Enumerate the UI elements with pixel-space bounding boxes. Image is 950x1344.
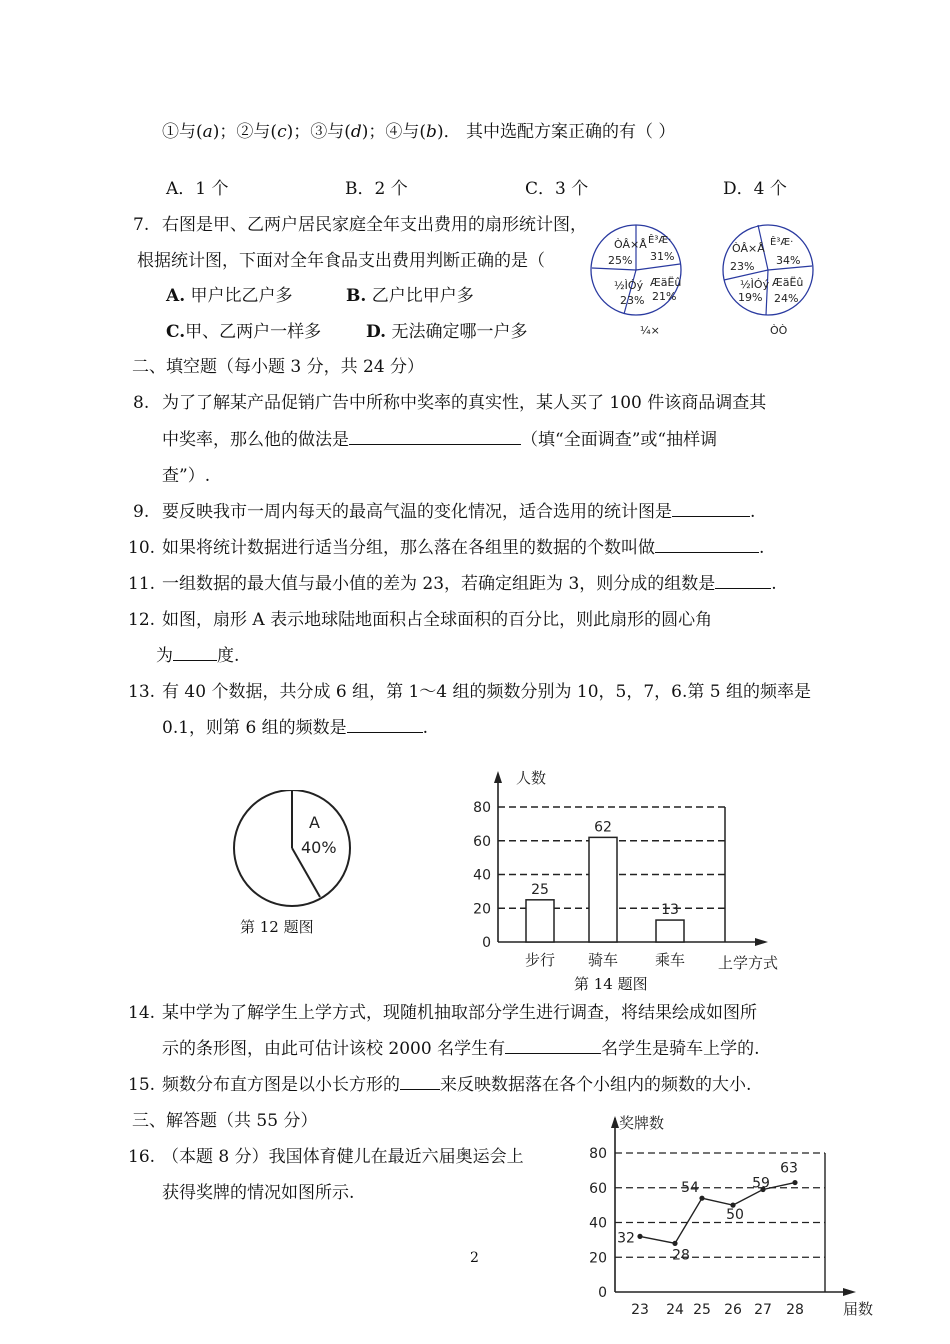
fig12-caption: 第 12 题图 [240, 918, 314, 936]
q14-number: 14. [128, 1003, 156, 1023]
pie-jia-pct-other: 21% [652, 290, 677, 303]
q10-answer-blank[interactable] [655, 536, 759, 553]
pie-jia-pct-clothes: 25% [608, 254, 633, 267]
pie-jia-pct-edu: 23% [620, 294, 645, 307]
pie-yi [723, 225, 813, 337]
bar-x-arrow [755, 938, 768, 946]
bar-y-arrow [494, 771, 502, 783]
bar-rect [526, 900, 554, 942]
line-value-label: 54 [681, 1180, 699, 1197]
q16-line-chart [575, 1108, 895, 1340]
bar-ylabel: 人数 [516, 769, 547, 787]
line-value-label: 63 [780, 1160, 798, 1177]
q8-line1: 为了了解某产品促销广告中所称中奖率的真实性，某人买了 100 件该商品调查其 [162, 393, 767, 413]
q12-line1: 如图，扇形 A 表示地球陆地面积占全球面积的百分比，则此扇形的圆心角 [162, 610, 713, 630]
pie-yi-label-edu: ½ÌÓý [740, 278, 770, 291]
line-ytick-label: 60 [589, 1180, 607, 1197]
pie-jia [591, 225, 681, 337]
q11-number: 11. [128, 574, 156, 594]
bar-category-label: 步行 [524, 951, 556, 969]
pie-yi-label-clothes: ÒÂ×Å [732, 242, 765, 255]
pie-jia-caption: ¼× [640, 324, 660, 337]
q8-line3: 查”）. [162, 466, 211, 486]
q14-line1: 某中学为了解学生上学方式，现随机抽取部分学生进行调查，将结果绘成如图所 [162, 1003, 757, 1023]
line-point [699, 1196, 704, 1201]
pie-yi-pct-clothes: 23% [730, 260, 755, 273]
bar-ytick-label: 0 [482, 935, 491, 951]
q7-option-b: B. 乙户比甲户多 [346, 286, 474, 306]
q14-line2: 示的条形图，由此可估计该校 2000 名学生有 名学生是骑车上学的. [162, 1039, 760, 1059]
q9-number: 9. [133, 502, 150, 522]
fig12-label: A [309, 813, 320, 832]
bar-rect [589, 837, 617, 942]
q13-answer-blank[interactable] [347, 716, 423, 733]
pie-jia-label-other: ÆäËû [650, 276, 682, 289]
pie-yi-pct-edu: 19% [738, 291, 763, 304]
q8-line2: 中奖率，那么他的做法是 （填“全面调查”或“抽样调 [162, 430, 718, 450]
line-x-tick-label: 24 [666, 1302, 684, 1318]
line-y-arrow [611, 1116, 619, 1128]
pie-yi-caption: ÒÒ [770, 324, 788, 337]
pie-jia-pct-food: 31% [650, 250, 675, 263]
pie-jia-label-clothes: ÒÂ×Å [614, 238, 647, 251]
q15-number: 15. [128, 1075, 156, 1095]
bar-value-label: 25 [531, 881, 549, 898]
bar-ytick-label: 20 [473, 901, 491, 918]
bar-value-label: 13 [661, 902, 679, 919]
line-value-label: 50 [726, 1207, 744, 1224]
line-x-tick-label: 26 [724, 1302, 742, 1318]
q13-line1: 有 40 个数据，共分成 6 组，第 1～4 组的频数分别为 10，5，7，6.第 5 组的频率是 [162, 682, 812, 702]
line-series [640, 1183, 795, 1244]
line-x-tick-label: 25 [693, 1302, 711, 1318]
line-ytick-label: 80 [589, 1146, 607, 1162]
q6-options-line: ①与(a)；②与(c)；③与(d)；④与(b)． 其中选配方案正确的有（ ） [162, 122, 676, 142]
q13-line2: 0.1，则第 6 组的频数是 . [162, 718, 429, 738]
q8-answer-blank[interactable] [349, 428, 521, 445]
pie-yi-pct-other: 24% [774, 292, 799, 305]
line-ytick-label: 40 [589, 1215, 607, 1232]
q11-text: 一组数据的最大值与最小值的差为 23，若确定组距为 3，则分成的组数是 . [162, 574, 777, 594]
line-x-tick-label: 28 [786, 1302, 804, 1318]
pie-yi-label-other: ÆäËû [772, 276, 804, 289]
q10-text: 如果将统计数据进行适当分组，那么落在各组里的数据的个数叫做 . [162, 538, 765, 558]
line-point [792, 1180, 797, 1185]
line-ylabel: 奖牌数 [619, 1114, 665, 1132]
line-xlabel: 届数 [843, 1300, 874, 1318]
q15-text: 频数分布直方图是以小长方形的 来反映数据落在各个小组内的频数的大小. [162, 1075, 752, 1095]
q16-line1: （本题 8 分）我国体育健儿在最近六届奥运会上 [162, 1147, 524, 1167]
bar-rect [656, 920, 684, 942]
bar-ytick-label: 40 [473, 867, 491, 884]
bar-ytick-label: 80 [473, 800, 491, 816]
section-3-heading: 三、解答题（共 55 分） [132, 1111, 318, 1131]
q7-option-c: C.甲、乙两户一样多 [166, 322, 322, 342]
line-value-label: 32 [617, 1230, 635, 1247]
pie-jia-label-food: Ê³Æ· [648, 235, 672, 246]
q7-line1: 右图是甲、乙两户居民家庭全年支出费用的扇形统计图， [162, 215, 587, 235]
q16-line2: 获得奖牌的情况如图所示. [162, 1183, 355, 1203]
line-value-label: 59 [752, 1175, 770, 1192]
line-ytick-label: 20 [589, 1250, 607, 1267]
bar-category-label: 骑车 [587, 951, 619, 969]
q13-number: 13. [128, 682, 156, 702]
bar-value-label: 62 [594, 819, 612, 836]
q10-number: 10. [128, 538, 156, 558]
q9-answer-blank[interactable] [672, 500, 750, 517]
q7-pie-charts [590, 222, 830, 342]
fig14-bar-chart [470, 765, 800, 980]
pie-yi-label-food: Ê³Æ· [770, 237, 794, 248]
q7-option-d: D. 无法确定哪一户多 [366, 322, 528, 342]
q9-text: 要反映我市一周内每天的最高气温的变化情况，适合选用的统计图是 . [162, 502, 756, 522]
section-2-heading: 二、填空题（每小题 3 分，共 24 分） [132, 357, 425, 377]
fig12-pct: 40% [301, 838, 337, 857]
line-point [637, 1234, 642, 1239]
bar-category-label: 乘车 [654, 951, 686, 969]
q6-choice-a: A．1 个 [166, 179, 229, 199]
line-point [672, 1241, 677, 1246]
bar-ytick-label: 60 [473, 833, 491, 850]
q7-number: 7. [133, 215, 150, 235]
line-x-tick-label: 23 [631, 1302, 649, 1318]
q7-line2: 根据统计图，下面对全年食品支出费用判断正确的是（ [137, 251, 545, 271]
fig14-caption: 第 14 题图 [574, 975, 648, 993]
pie-yi-pct-food: 34% [776, 254, 801, 267]
q6-choice-c: C．3 个 [525, 179, 589, 199]
line-x-arrow [843, 1288, 856, 1296]
line-value-label: 28 [672, 1247, 690, 1264]
q15-answer-blank[interactable] [400, 1073, 440, 1090]
q6-choice-d: D．4 个 [723, 179, 787, 199]
q7-option-a: A. 甲户比乙户多 [166, 286, 293, 306]
pie-jia-label-edu: ½ÌÓý [614, 279, 644, 292]
q14-answer-blank[interactable] [505, 1037, 601, 1054]
bar-xlabel: 上学方式 [718, 954, 779, 972]
q6-choice-b: B．2 个 [345, 179, 408, 199]
q12-number: 12. [128, 610, 156, 630]
q11-answer-blank[interactable] [715, 572, 771, 589]
page-number: 2 [470, 1250, 479, 1266]
line-x-tick-label: 27 [754, 1302, 772, 1318]
q8-number: 8. [133, 393, 150, 413]
line-ytick-label: 0 [598, 1285, 607, 1301]
q16-number: 16. [128, 1147, 156, 1167]
q12-line2: 为 度. [156, 646, 240, 666]
q12-answer-blank[interactable] [173, 644, 217, 661]
